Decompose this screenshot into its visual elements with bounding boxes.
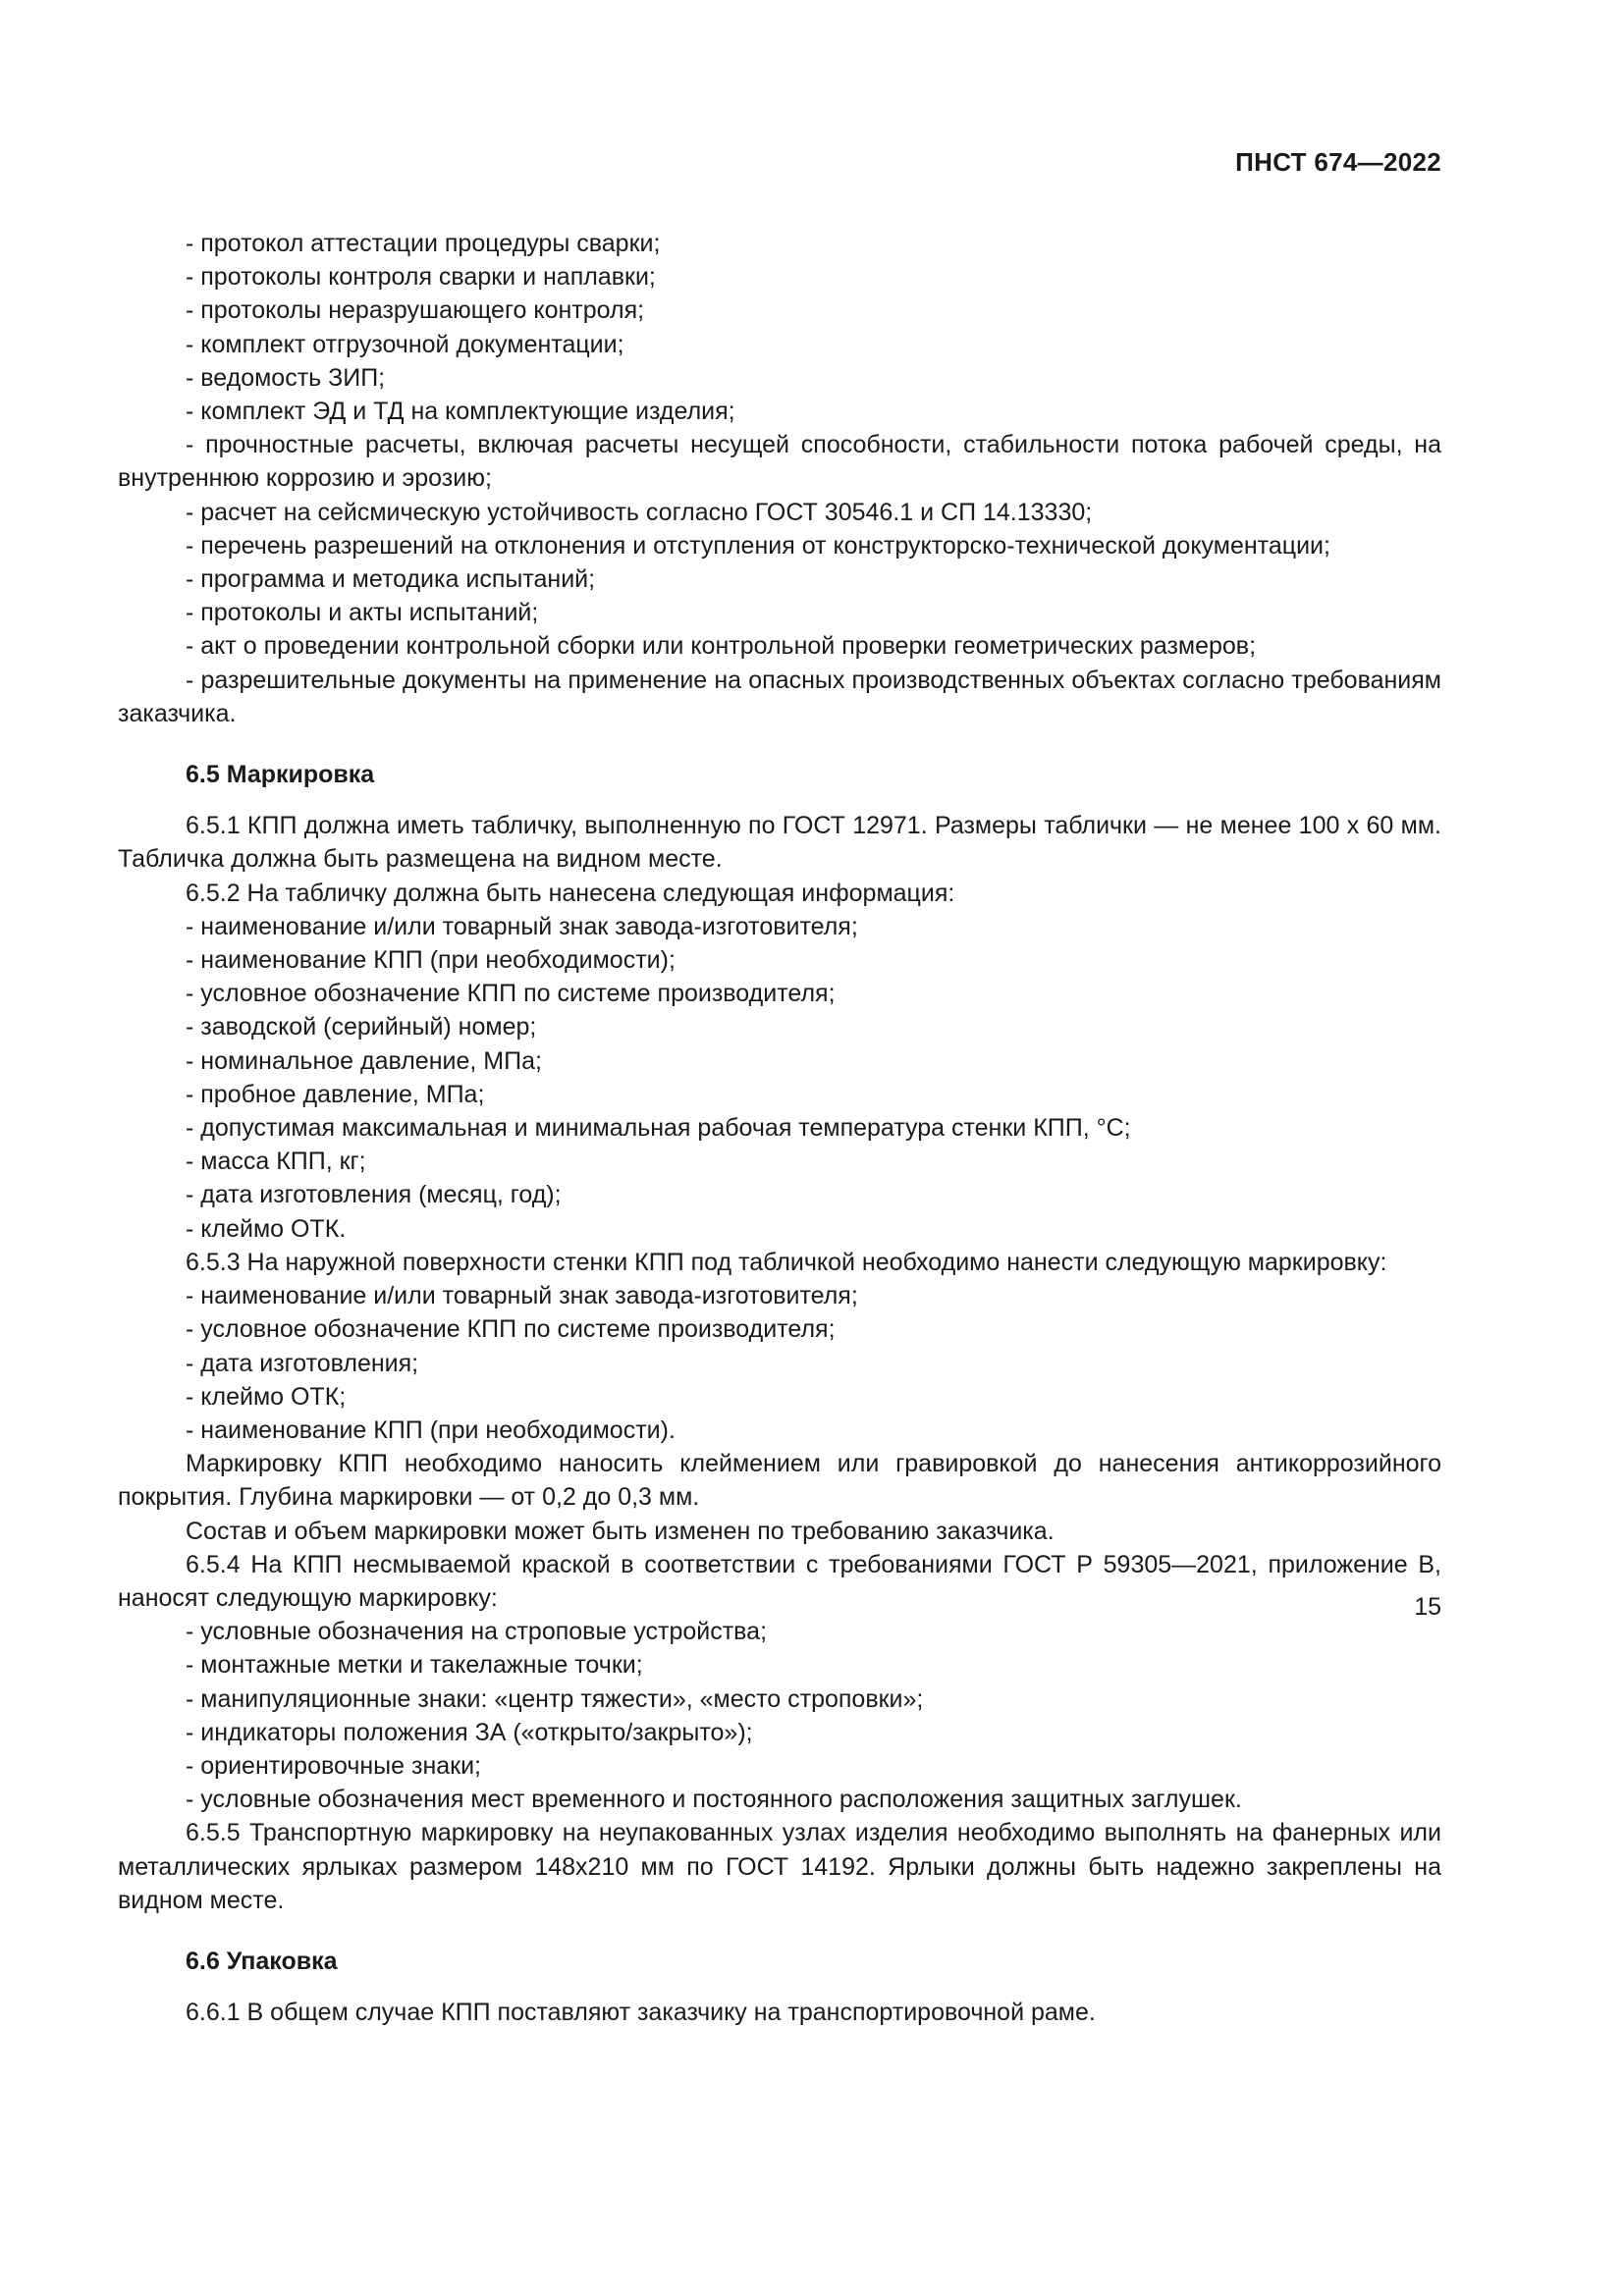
list-item: - комплект ЭД и ТД на комплектующие изделия; (186, 398, 735, 426)
paragraph-6-5-3: 6.5.3 На наружной поверхности стенки КПП под табличкой необходимо нанести следующую маркировку: (186, 1248, 1387, 1276)
list-item: - наименование КПП (при необходимости); (186, 946, 676, 975)
page-content (118, 227, 1441, 2029)
section-title-marking: 6.5 Маркировка (186, 761, 375, 789)
list-item: - клеймо ОТК; (186, 1382, 347, 1411)
paragraph-marking-change: Состав и объем маркировки может быть изменен по требованию заказчика. (186, 1517, 1055, 1545)
list-item: - программа и методика испытаний; (186, 565, 596, 594)
list-item: - протоколы и акты испытаний; (186, 599, 539, 627)
list-item: - расчет на сейсмическую устойчивость согласно ГОСТ 30546.1 и СП 14.13330; (186, 498, 1093, 526)
list-item: - условные обозначения на строповые устройства; (186, 1618, 768, 1646)
list-item: - номинальное давление, МПа; (186, 1046, 542, 1075)
list-item: - условное обозначение КПП по системе производителя; (186, 1315, 836, 1344)
paragraph-6-5-2: 6.5.2 На табличку должна быть нанесена следующая информация: (186, 879, 955, 907)
paragraph-6-5-4: 6.5.4 На КПП несмываемой краской в соответствии с требованиями ГОСТ Р 59305—2021, приложение В, наносят следующую маркировку: (118, 1550, 1441, 1612)
list-item: - клеймо ОТК. (186, 1214, 347, 1243)
list-item: - наименование КПП (при необходимости). (186, 1415, 676, 1444)
list-item: - ведомость ЗИП; (186, 363, 386, 392)
list-item: - дата изготовления; (186, 1349, 419, 1377)
document-id: ПНСТ 674—2022 (1235, 147, 1441, 177)
page-number: 15 (1414, 1593, 1441, 1621)
list-item: - наименование и/или товарный знак завода-изготовителя; (186, 912, 858, 940)
paragraph-marking-method: Маркировку КПП необходимо наносить клеймением или гравировкой до нанесения антикоррозийного покрытия. Глубина маркировки — от 0,2 до 0,3 мм. (118, 1450, 1441, 1512)
list-item: - условное обозначение КПП по системе производителя; (186, 980, 836, 1008)
list-item: - прочностные расчеты, включая расчеты несущей способности, стабильности потока рабочей среды, на внутреннюю коррозию и эрозию; (118, 431, 1441, 493)
list-item: - монтажные метки и такелажные точки; (186, 1651, 643, 1680)
list-item: - манипуляционные знаки: «центр тяжести», «место строповки»; (186, 1684, 924, 1713)
list-item: - акт о проведении контрольной сборки или контрольной проверки геометрических размеров; (186, 632, 1257, 661)
list-item: - заводской (серийный) номер; (186, 1013, 537, 1041)
list-item: - ориентировочные знаки; (186, 1751, 482, 1780)
list-item: - пробное давление, МПа; (186, 1080, 485, 1108)
list-item: - перечень разрешений на отклонения и отступления от конструкторско-технической документации; (186, 531, 1330, 560)
list-item: - наименование и/или товарный знак завода-изготовителя; (186, 1282, 858, 1310)
list-item: - условные обозначения мест временного и постоянного расположения защитных заглушек. (186, 1786, 1242, 1814)
list-item: - протокол аттестации процедуры сварки; (186, 230, 661, 257)
list-item: - разрешительные документы на применение на опасных производственных объектах согласно требованиям заказчика. (118, 666, 1441, 727)
list-item: - дата изготовления (месяц, год); (186, 1181, 562, 1209)
list-item: - масса КПП, кг; (186, 1148, 366, 1176)
list-item: - протоколы контроля сварки и наплавки; (186, 263, 656, 292)
list-item: - протоколы неразрушающего контроля; (186, 296, 645, 325)
section-title-packaging: 6.6 Упаковка (186, 1947, 338, 1975)
paragraph-6-6-1: 6.6.1 В общем случае КПП поставляют заказчику на транспортировочной раме. (186, 1999, 1096, 2027)
list-item: - комплект отгрузочной документации; (186, 330, 624, 358)
list-item: - допустимая максимальная и минимальная рабочая температура стенки КПП, °С; (186, 1114, 1131, 1143)
paragraph-6-5-1: 6.5.1 КПП должна иметь табличку, выполненную по ГОСТ 12971. Размеры таблички — не менее 100 х 60 мм. Табличка должна быть размещена на видном месте. (118, 812, 1441, 874)
paragraph-6-5-5: 6.5.5 Транспортную маркировку на неупакованных узлах изделия необходимо выполнять на фанерных или металлических ярлыках размером 148х210 мм по ГОСТ 14192. Ярлыки должны быть надежно закреплены на видном месте. (118, 1819, 1441, 1914)
list-item: - индикаторы положения ЗА («открыто/закрыто»); (186, 1718, 753, 1746)
